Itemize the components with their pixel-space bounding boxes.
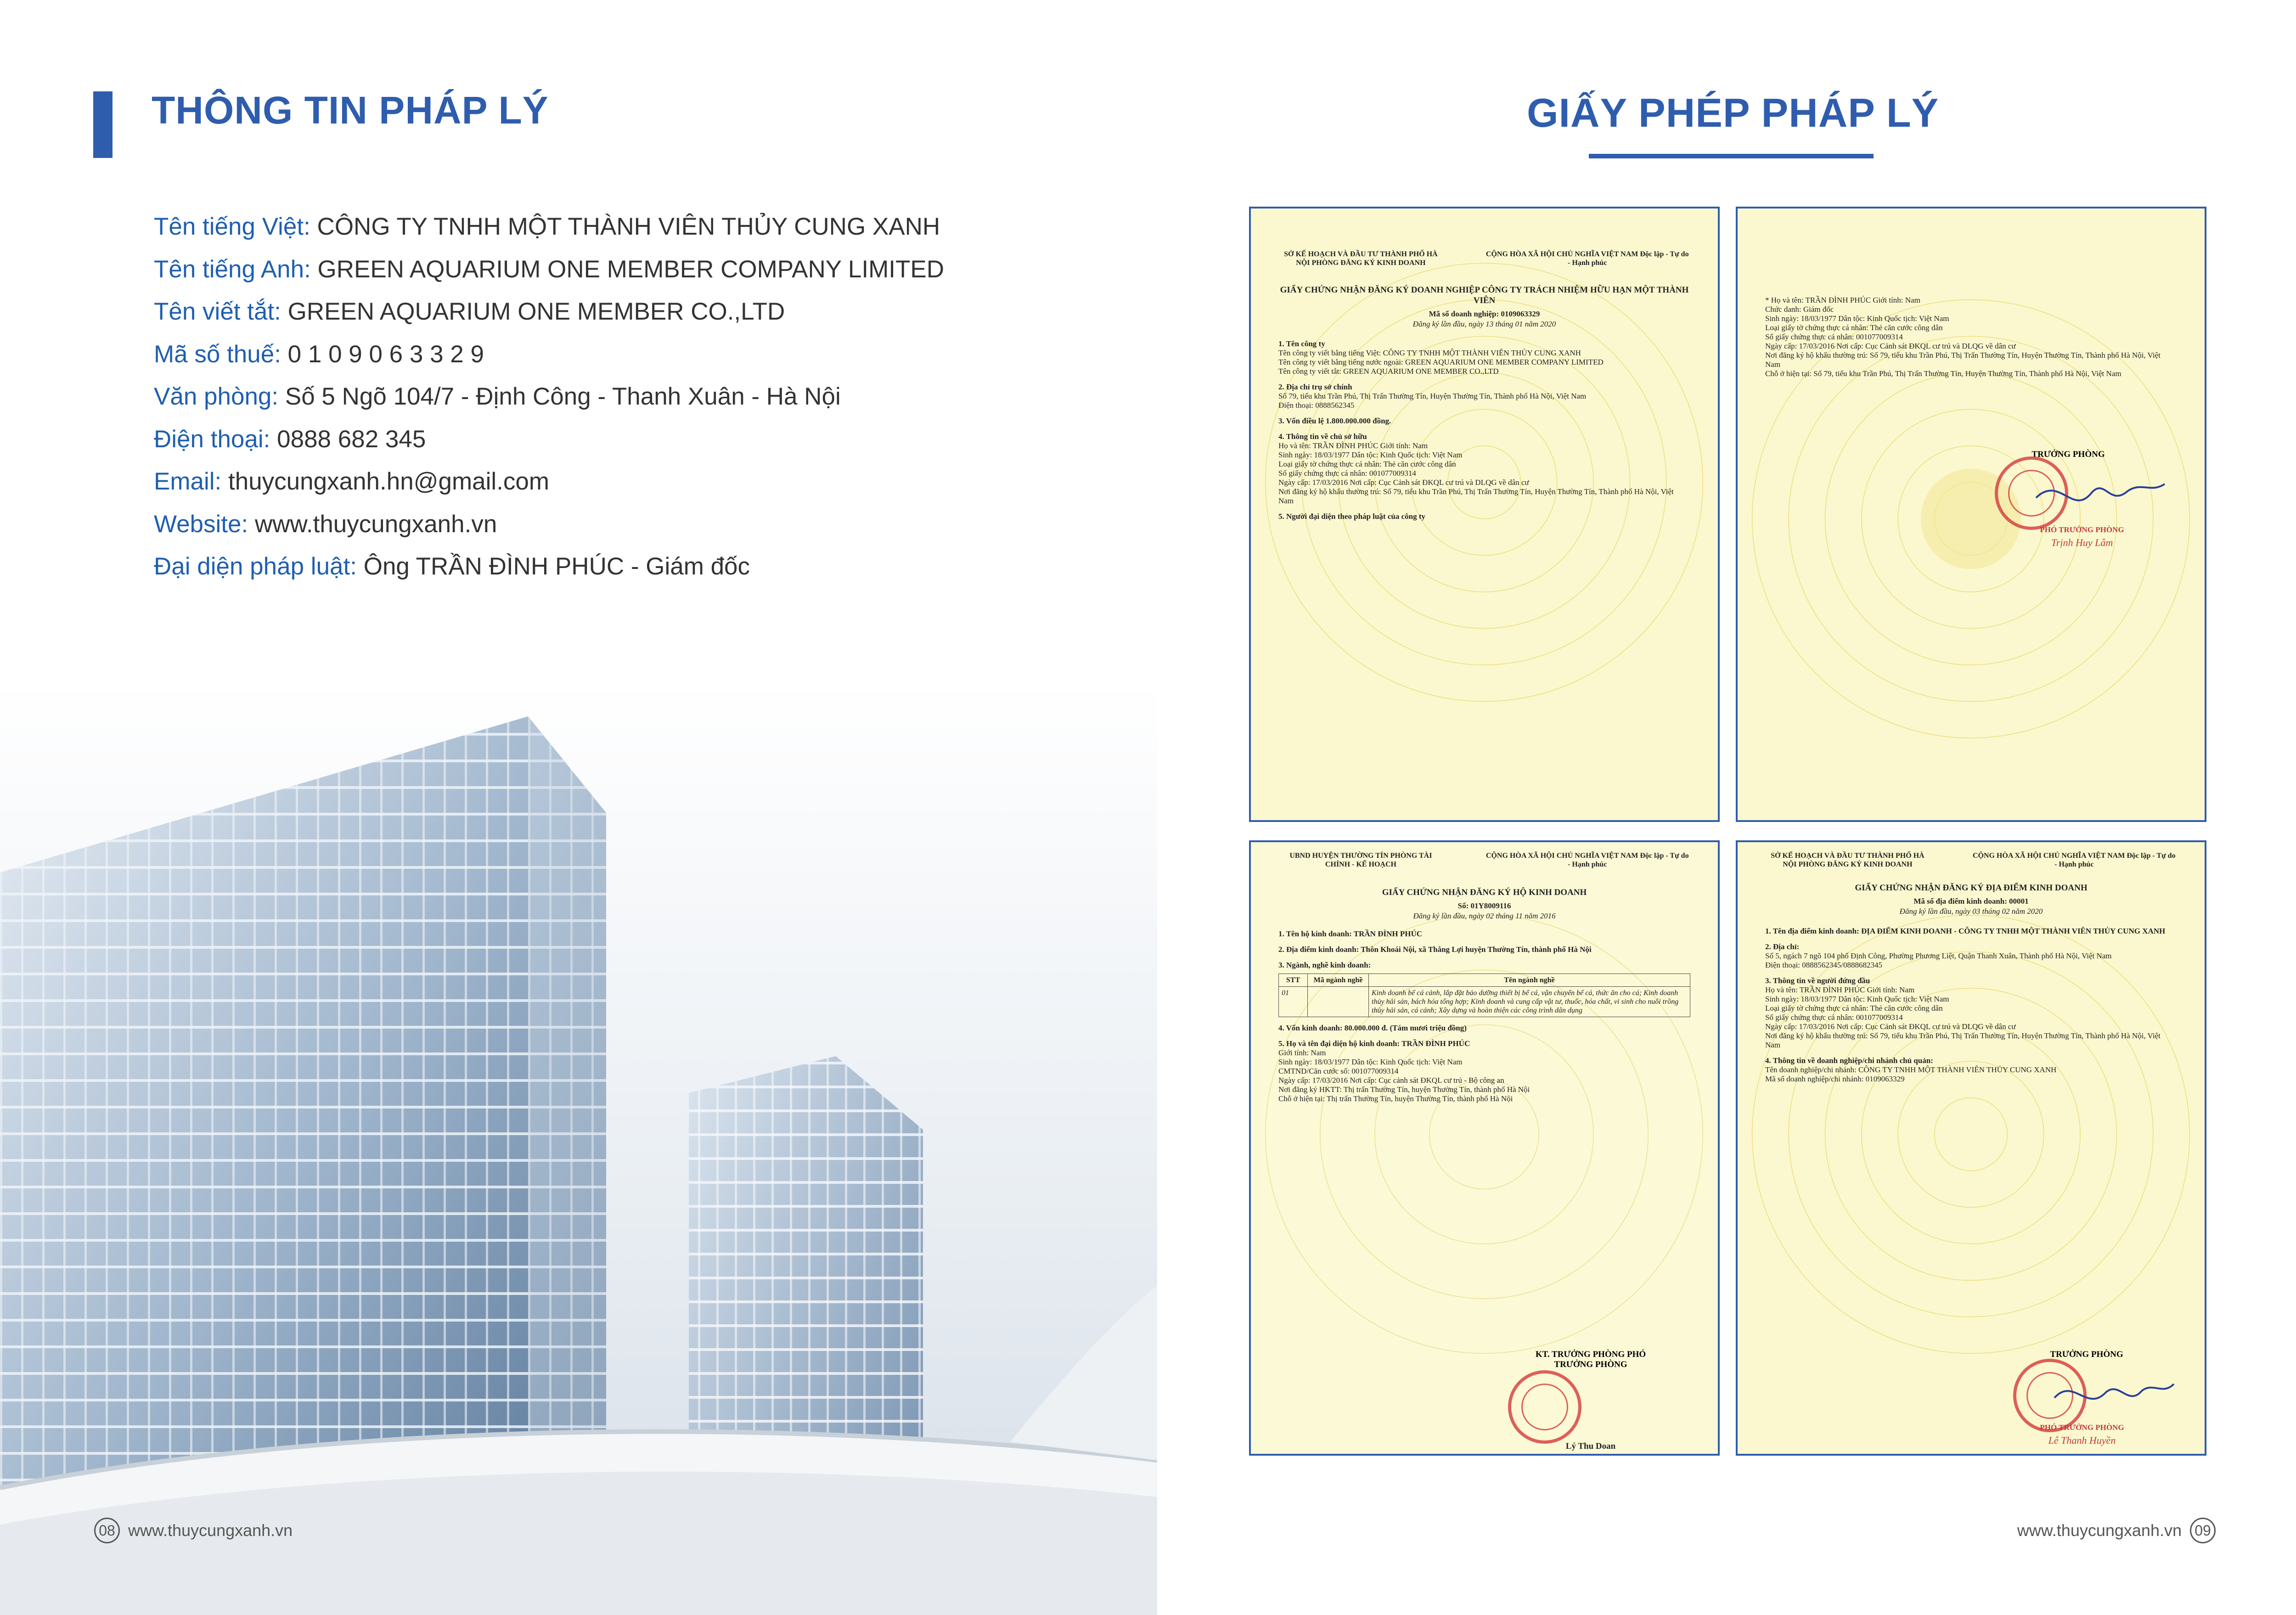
info-row-tax-code: Mã số thuế: 0 1 0 9 0 6 3 3 2 9 (154, 340, 484, 368)
page-title-licenses: GIẤY PHÉP PHÁP LÝ (1527, 90, 1939, 135)
signer-sub-role: PHÓ TRƯỞNG PHÒNG (2040, 525, 2124, 534)
doc-line: Sinh ngày: 18/03/1977 Dân tộc: Kinh Quốc tịch: Việt Nam (1765, 995, 1949, 1003)
doc-line: Giới tính: Nam (1278, 1048, 1326, 1057)
doc-line: Điện thoại: 0888562345 (1278, 401, 1355, 410)
signer-role: TRƯỞNG PHÒNG (2050, 1350, 2123, 1359)
doc-line: Tên công ty viết tắt: GREEN AQUARIUM ONE MEMBER CO.,LTD (1278, 367, 1499, 376)
office-building-image (0, 680, 1157, 1615)
doc-issuer: SỞ KẾ HOẠCH VÀ ĐẦU TƯ THÀNH PHỐ HÀ NỘI PHÒNG ĐĂNG KÝ KINH DOANH (1284, 250, 1438, 267)
doc-line: CMTND/Căn cước số: 001077009314 (1278, 1067, 1399, 1075)
legal-info-list (154, 206, 1118, 588)
info-row-website: Website: www.thuycungxanh.vn (154, 510, 497, 538)
info-row-english-name: Tên tiếng Anh: GREEN AQUARIUM ONE MEMBER COMPANY LIMITED (154, 255, 944, 283)
doc-line: Chỗ ở hiện tại: Thị trấn Thường Tín, huyện Thường Tín, thành phố Hà Nội (1278, 1094, 1513, 1103)
doc-line: 3. Ngành, nghề kinh doanh: (1278, 961, 1371, 969)
doc-line: Số 79, tiểu khu Trần Phú, Thị Trấn Thường Tín, Huyện Thường Tín, Thành phố Hà Nội, Việt Nam (1278, 392, 1587, 400)
table-header-cell: Tên ngành nghề (1369, 974, 1690, 987)
doc-date: Đăng ký lần đầu, ngày 03 tháng 02 năm 2020 (1899, 907, 2043, 916)
info-row-office: Văn phòng: Số 5 Ngõ 104/7 - Định Công - Thanh Xuân - Hà Nội (154, 383, 841, 410)
signer-sub-role: PHÓ TRƯỞNG PHÒNG (2040, 1423, 2124, 1432)
doc-line: Ngày cấp: 17/03/2016 Nơi cấp: Cục Cảnh sát ĐKQL cư trú và DLQG về dân cư (1765, 342, 2016, 350)
title-underline (1589, 154, 1874, 158)
footer-website-link[interactable]: www.thuycungxanh.vn (2017, 1521, 2182, 1540)
doc-national-motto: CỘNG HÒA XÃ HỘI CHỦ NGHĨA VIỆT NAM Độc lập - Tự do - Hạnh phúc (1972, 852, 2176, 868)
doc-line: Số giấy chứng thực cá nhân: 001077009314 (1765, 1013, 1903, 1022)
doc-line: Loại giấy tờ chứng thực cá nhân: Thẻ căn cước công dân (1765, 1004, 1943, 1013)
doc-line: Nơi đăng ký HKTT: Thị trấn Thường Tín, huyện Thường Tín, thành phố Hà Nội (1278, 1085, 1530, 1094)
license-doc-household-business[interactable] (1249, 840, 1720, 1456)
doc-line: 5. Họ và tên đại diện hộ kinh doanh: TRẦN ĐÌNH PHÚC (1278, 1039, 1470, 1048)
doc-line: Điện thoại: 0888562345/0888682345 (1765, 961, 1882, 969)
doc-line: 4. Thông tin về doanh nghiệp/chi nhánh chủ quản: (1765, 1056, 1933, 1065)
doc-line: Tên công ty viết bằng tiếng nước ngoài: GREEN AQUARIUM ONE MEMBER COMPANY LIMITED (1278, 358, 1604, 366)
doc-title: GIẤY CHỨNG NHẬN ĐĂNG KÝ DOANH NGHIỆP CÔNG TY TRÁCH NHIỆM HỮU HẠN MỘT THÀNH VIÊN (1280, 285, 1689, 305)
doc-line: Số 5, ngách 7 ngõ 104 phố Định Công, Phường Phương Liệt, Quận Thanh Xuân, Thành phố Hà Nội, Việt Nam (1765, 951, 2112, 960)
red-seal-stamp (1508, 1370, 1581, 1444)
doc-issuer: SỞ KẾ HOẠCH VÀ ĐẦU TƯ THÀNH PHỐ HÀ NỘI PHÒNG ĐĂNG KÝ KINH DOANH (1771, 852, 1925, 868)
footer-right (2009, 1514, 2216, 1547)
doc-line: Loại giấy tờ chứng thực cá nhân: Thẻ căn cước công dân (1765, 323, 1943, 332)
doc-national-motto: CỘNG HÒA XÃ HỘI CHỦ NGHĨA VIỆT NAM Độc lập - Tự do - Hạnh phúc (1486, 852, 1689, 868)
doc-code: Mã số doanh nghiệp: 0109063329 (1429, 309, 1540, 318)
doc-line: Chỗ ở hiện tại: Số 79, tiểu khu Trần Phú, Thị Trấn Thường Tín, Huyện Thường Tín, Thành phố Hà Nội, Việt Nam (1765, 369, 2122, 378)
doc-line: 4. Vốn kinh doanh: 80.000.000 đ. (Tám mươi triệu đồng) (1278, 1024, 1467, 1032)
doc-code: Mã số địa điểm kinh doanh: 00001 (1913, 897, 2029, 906)
page-number-left: 08 (94, 1518, 120, 1543)
info-row-email: Email: thuycungxanh.hn@gmail.com (154, 468, 550, 495)
doc-line: Sinh ngày: 18/03/1977 Dân tộc: Kinh Quốc tịch: Việt Nam (1278, 1058, 1463, 1066)
doc-line: Sinh ngày: 18/03/1977 Dân tộc: Kinh Quốc tịch: Việt Nam (1765, 314, 1949, 323)
doc-line: Nơi đăng ký hộ khẩu thường trú: Số 79, tiểu khu Trần Phú, Thị Trấn Thường Tín, Huyện Thường Tín, Thành phố Hà Nội, Việt Nam (1765, 1031, 2161, 1049)
license-doc-business-location[interactable] (1736, 840, 2206, 1456)
signer-name: Lý Thu Doan (1565, 1441, 1616, 1451)
doc-line: * Họ và tên: TRẦN ĐÌNH PHÚC Giới tính: Nam (1765, 296, 1920, 304)
doc-line: Chức danh: Giám đốc (1765, 305, 1834, 314)
license-doc-enterprise-registration[interactable] (1249, 207, 1720, 822)
info-row-short-name: Tên viết tắt: GREEN AQUARIUM ONE MEMBER CO.,LTD (154, 298, 785, 325)
doc-line: Tên công ty viết bằng tiếng Việt: CÔNG TY TNHH MỘT THÀNH VIÊN THỦY CUNG XANH (1278, 349, 1581, 357)
business-lines-table (1278, 974, 1690, 1017)
page-number-right: 09 (2190, 1518, 2216, 1543)
doc-line: Ngày cấp: 17/03/2016 Nơi cấp: Cục cảnh sát ĐKQL cư trú - Bộ công an (1278, 1076, 1504, 1085)
doc-line: Nơi đăng ký hộ khẩu thường trú: Số 79, tiểu khu Trần Phú, Thị Trấn Thường Tín, Huyện Thường Tín, Thành phố Hà Nội, Việt Nam (1765, 351, 2161, 369)
title-accent-bar (93, 91, 113, 158)
table-header-cell: STT (1279, 974, 1308, 987)
doc-code: Số: 01Y8009116 (1458, 901, 1511, 910)
doc-line: Loại giấy tờ chứng thực cá nhân: Thẻ căn cước công dân (1278, 460, 1456, 468)
doc-line: 2. Địa chỉ: (1765, 942, 1800, 951)
page-title-legal-info: THÔNG TIN PHÁP LÝ (152, 89, 549, 132)
doc-line: Họ và tên: TRẦN ĐÌNH PHÚC Giới tính: Nam (1278, 441, 1428, 450)
document-body (1738, 842, 2205, 1454)
footer-left (94, 1514, 301, 1547)
doc-line: 1. Tên hộ kinh doanh: TRẦN ĐÌNH PHÚC (1278, 929, 1423, 938)
document-body (1251, 208, 1718, 820)
doc-line: Ngày cấp: 17/03/2016 Nơi cấp: Cục Cảnh sát ĐKQL cư trú và DLQG về dân cư (1765, 1022, 2016, 1031)
doc-line: 5. Người đại diện theo pháp luật của công ty (1278, 512, 1425, 521)
doc-line: 4. Thông tin về chủ sở hữu (1278, 432, 1367, 441)
info-row-phone: Điện thoại: 0888 682 345 (154, 425, 426, 453)
doc-line: Họ và tên: TRẦN ĐÌNH PHÚC Giới tính: Nam (1765, 985, 1915, 994)
doc-title: GIẤY CHỨNG NHẬN ĐĂNG KÝ HỘ KINH DOANH (1382, 888, 1587, 897)
signer-role: KT. TRƯỞNG PHÒNG PHÓ TRƯỞNG PHÒNG (1535, 1350, 1646, 1369)
table-cell (1308, 987, 1369, 1017)
doc-line: 2. Địa chỉ trụ sở chính (1278, 383, 1352, 391)
info-row-legal-rep: Đại diện pháp luật: Ông TRẦN ĐÌNH PHÚC - Giám đốc (154, 553, 750, 580)
info-row-vietnamese-name: Tên tiếng Việt: CÔNG TY TNHH MỘT THÀNH VIÊN THỦY CUNG XANH (154, 213, 940, 240)
doc-national-motto: CỘNG HÒA XÃ HỘI CHỦ NGHĨA VIỆT NAM Độc lập - Tự do - Hạnh phúc (1486, 250, 1689, 267)
doc-line: 2. Địa điểm kinh doanh: Thôn Khoái Nội, xã Thắng Lợi huyện Thường Tín, thành phố Hà Nội (1278, 945, 1592, 954)
doc-line: 3. Thông tin về người đứng đầu (1765, 976, 1870, 985)
doc-line: 1. Tên địa điểm kinh doanh: ĐỊA ĐIỂM KINH DOANH - CÔNG TY TNHH MỘT THÀNH VIÊN THỦY CUNG XANH (1765, 927, 2166, 935)
doc-date: Đăng ký lần đầu, ngày 13 tháng 01 năm 2020 (1412, 320, 1556, 328)
handwritten-signature (2032, 466, 2169, 521)
doc-line: Số giấy chứng thực cá nhân: 001077009314 (1765, 332, 1903, 341)
table-row (1279, 987, 1690, 1017)
signer-name: Lê Thanh Huyền (2048, 1435, 2116, 1446)
doc-line: Sinh ngày: 18/03/1977 Dân tộc: Kinh Quốc tịch: Việt Nam (1278, 450, 1463, 459)
signer-name: Trịnh Huy Lâm (2051, 537, 2113, 548)
doc-line: Tên doanh nghiệp/chi nhánh: CÔNG TY TNHH MỘT THÀNH VIÊN THỦY CUNG XANH (1765, 1065, 2057, 1074)
doc-date: Đăng ký lần đầu, ngày 02 tháng 11 năm 2016 (1413, 912, 1556, 920)
doc-line: Số giấy chứng thực cá nhân: 001077009314 (1278, 469, 1416, 478)
doc-title: GIẤY CHỨNG NHẬN ĐĂNG KÝ ĐỊA ĐIỂM KINH DOANH (1855, 883, 2088, 893)
table-cell: 01 (1279, 987, 1308, 1017)
table-cell: Kinh doanh bể cá cảnh, lắp đặt bảo dưỡng thiết bị bể cá, vận chuyển bể cá, thức ăn cho cá; Kinh doanh thủy hải sản, bách hóa tổng hợp; Kinh doanh và cung cấp vật tư, thuốc, hóa chất, vi sinh cho nuôi trồng thủy hải sản, cá cảnh; Xây dựng và hoàn thiện các công trình dân dụng (1369, 987, 1690, 1017)
doc-line: 1. Tên công ty (1278, 339, 1325, 348)
table-header-cell: Mã ngành nghề (1308, 974, 1369, 987)
doc-line: Ngày cấp: 17/03/2016 Nơi cấp: Cục Cảnh sát ĐKQL cư trú và DLQG về dân cư (1278, 478, 1529, 487)
signer-role: TRƯỞNG PHÒNG (2032, 450, 2105, 459)
license-doc-enterprise-registration-page2[interactable] (1736, 207, 2206, 822)
doc-line: Mã số doanh nghiệp/chi nhánh: 0109063329 (1765, 1075, 1905, 1083)
doc-line: Nơi đăng ký hộ khẩu thường trú: Số 79, tiểu khu Trần Phú, Thị Trấn Thường Tín, Huyện Thường Tín, Thành phố Hà Nội, Việt Nam (1278, 487, 1674, 505)
footer-website-link[interactable]: www.thuycungxanh.vn (128, 1521, 293, 1540)
handwritten-signature (2050, 1370, 2178, 1416)
doc-line: 3. Vốn điều lệ 1.800.000.000 đồng. (1278, 416, 1391, 425)
table-header-row (1279, 974, 1690, 987)
doc-issuer: UBND HUYỆN THƯỜNG TÍN PHÒNG TÀI CHÍNH - KẾ HOẠCH (1289, 852, 1432, 868)
